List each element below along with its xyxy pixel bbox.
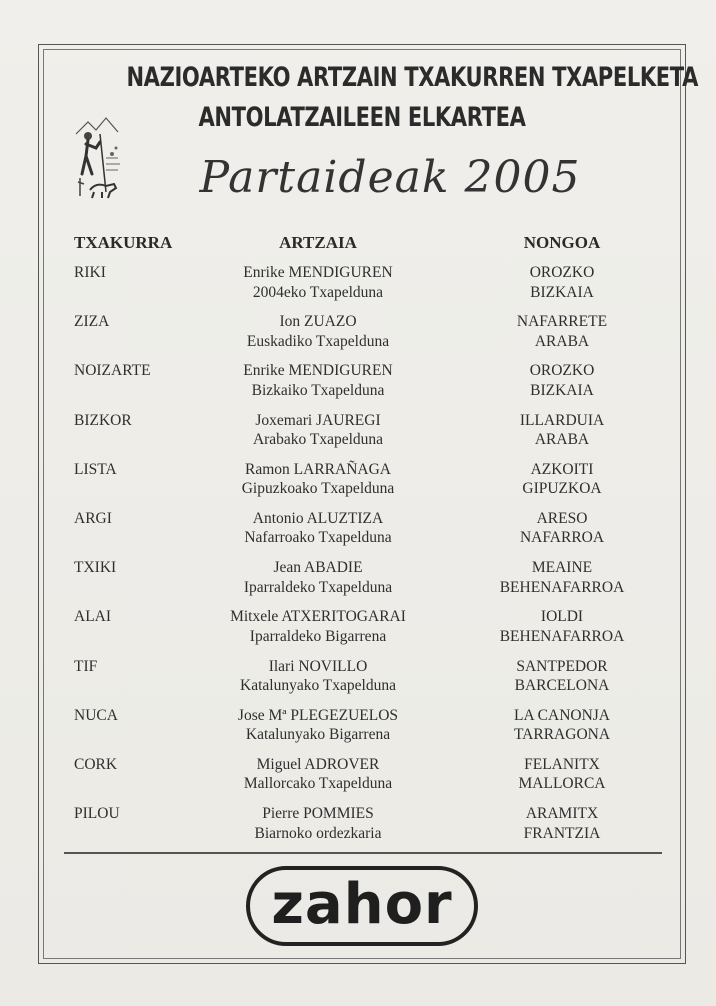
shepherd-cell	[168, 361, 468, 400]
dog-name: TXIKI	[74, 559, 117, 577]
dog-name: NUCA	[74, 706, 118, 724]
dog-name: RIKI	[74, 264, 106, 281]
shepherd-title: Biarnoko ordezkaria	[254, 824, 382, 842]
origin-region: ARABA	[534, 332, 590, 350]
origin-town: ILLARDUIA	[519, 411, 605, 429]
shepherd-name: Pierre POMMIES	[262, 805, 374, 823]
origin-cell	[462, 460, 662, 499]
table-row	[0, 263, 716, 312]
origin-cell	[462, 755, 662, 794]
origin-town: ARESO	[536, 509, 588, 527]
shepherd-title: Arabako Txapelduna	[252, 431, 384, 449]
table-row	[0, 607, 716, 656]
table-row	[0, 804, 716, 853]
origin-cell	[462, 607, 662, 646]
shepherd-name: Jose Mª PLEGEZUELOS	[237, 706, 399, 724]
origin-town: AZKOITI	[530, 460, 594, 478]
table-row	[0, 755, 716, 804]
dog-name: BIZKOR	[74, 411, 132, 429]
shepherd-title: Katalunyako Bigarrena	[245, 726, 391, 744]
shepherd-title: Iparraldeko Txapelduna	[243, 578, 393, 596]
dog-name: ZIZA	[74, 313, 110, 331]
shepherd-title: Mallorcako Txapelduna	[243, 775, 393, 793]
shepherd-cell	[168, 411, 468, 450]
origin-cell	[462, 804, 662, 843]
dog-name: ALAI	[74, 608, 112, 626]
table-row	[0, 509, 716, 558]
origin-town: IOLDI	[540, 608, 584, 626]
table-row	[0, 361, 716, 410]
origin-region: GIPUZKOA	[522, 480, 602, 498]
table-row	[0, 706, 716, 755]
column-header-origin: NONGOA	[523, 233, 601, 252]
participants-table	[0, 263, 716, 853]
origin-region: BEHENAFARROA	[499, 627, 625, 645]
shepherd-cell	[168, 509, 468, 548]
origin-region: FRANTZIA	[523, 824, 601, 842]
shepherd-cell	[168, 706, 468, 745]
shepherd-cell	[168, 558, 468, 597]
origin-town: ARAMITX	[525, 805, 599, 823]
shepherd-name: Miguel ADROVER	[256, 755, 380, 773]
origin-region: BARCELONA	[514, 677, 610, 694]
table-row	[0, 312, 716, 361]
shepherd-name: Ramon LARRAÑAGA	[245, 460, 391, 478]
shepherd-title: Nafarroako Txapelduna	[244, 529, 392, 547]
shepherd-name: Joxemari JAUREGI	[255, 411, 381, 429]
shepherd-title: Euskadiko Txapelduna	[246, 332, 390, 350]
dog-name: CORK	[74, 755, 118, 773]
origin-town: LA CANONJA	[513, 706, 611, 724]
dog-name: LISTA	[74, 460, 117, 478]
origin-cell	[462, 361, 662, 400]
origin-region: BEHENAFARROA	[499, 578, 625, 596]
dog-name: ARGI	[74, 509, 112, 527]
origin-region: ARABA	[534, 431, 590, 449]
origin-region: BIZKAIA	[530, 283, 594, 301]
subtitle-participants: Partaideak 2005	[199, 152, 581, 203]
sponsor-name: zahor	[271, 871, 453, 937]
dog-name: TIF	[74, 657, 98, 675]
footer-divider	[64, 852, 662, 854]
shepherd-title: Katalunyako Txapelduna	[240, 677, 396, 694]
table-row	[0, 411, 716, 460]
origin-town: NAFARRETE	[516, 313, 608, 331]
shepherd-name: Jean ABADIE	[273, 559, 363, 577]
shepherd-cell	[168, 755, 468, 794]
origin-cell	[462, 263, 662, 302]
shepherd-name: Enrike MENDIGUREN	[243, 362, 393, 380]
shepherd-cell	[168, 657, 468, 696]
table-row	[0, 558, 716, 607]
shepherd-cell	[168, 804, 468, 843]
header-title-line1: NAZIOARTEKO ARTZAIN TXAKURREN TXAPELKETA	[126, 62, 699, 93]
column-header-dog: TXAKURRA	[74, 233, 173, 252]
table-header	[0, 233, 716, 257]
origin-cell	[462, 312, 662, 351]
shepherd-cell	[168, 607, 468, 646]
header-title-line2: ANTOLATZAILEEN ELKARTEA	[198, 102, 526, 133]
origin-region: MALLORCA	[518, 775, 606, 793]
origin-cell	[462, 509, 662, 548]
origin-town: FELANITX	[524, 755, 600, 773]
origin-cell	[462, 706, 662, 745]
shepherd-title: Gipuzkoako Txapelduna	[241, 480, 395, 498]
shepherd-title: Bizkaiko Txapelduna	[251, 381, 385, 399]
shepherd-cell	[168, 460, 468, 499]
origin-region: TARRAGONA	[513, 726, 611, 744]
dog-name: NOIZARTE	[74, 362, 151, 380]
origin-town: MEAINE	[531, 559, 593, 577]
shepherd-name: Ion ZUAZO	[279, 313, 357, 331]
shepherd-name: Ilari NOVILLO	[268, 657, 368, 675]
origin-cell	[462, 558, 662, 597]
shepherd-with-dog-icon	[66, 112, 128, 204]
origin-town: OROZKO	[529, 362, 595, 380]
column-header-shepherd: ARTZAIA	[279, 233, 357, 252]
shepherd-name: Enrike MENDIGUREN	[243, 264, 393, 281]
shepherd-title: Iparraldeko Bigarrena	[249, 627, 387, 645]
shepherd-cell	[168, 263, 468, 302]
table-row	[0, 460, 716, 509]
origin-region: BIZKAIA	[530, 381, 594, 399]
origin-cell	[462, 657, 662, 696]
shepherd-name: Mitxele ATXERITOGARAI	[230, 608, 406, 626]
sponsor-logo	[246, 866, 478, 946]
origin-region: NAFARROA	[519, 529, 605, 547]
origin-town: SANTPEDOR	[516, 657, 608, 675]
shepherd-cell	[168, 312, 468, 351]
shepherd-title: 2004eko Txapelduna	[252, 283, 384, 301]
origin-town: OROZKO	[529, 264, 595, 281]
shepherd-name: Antonio ALUZTIZA	[252, 509, 384, 527]
origin-cell	[462, 411, 662, 450]
table-row	[0, 657, 716, 706]
dog-name: PILOU	[74, 805, 120, 823]
